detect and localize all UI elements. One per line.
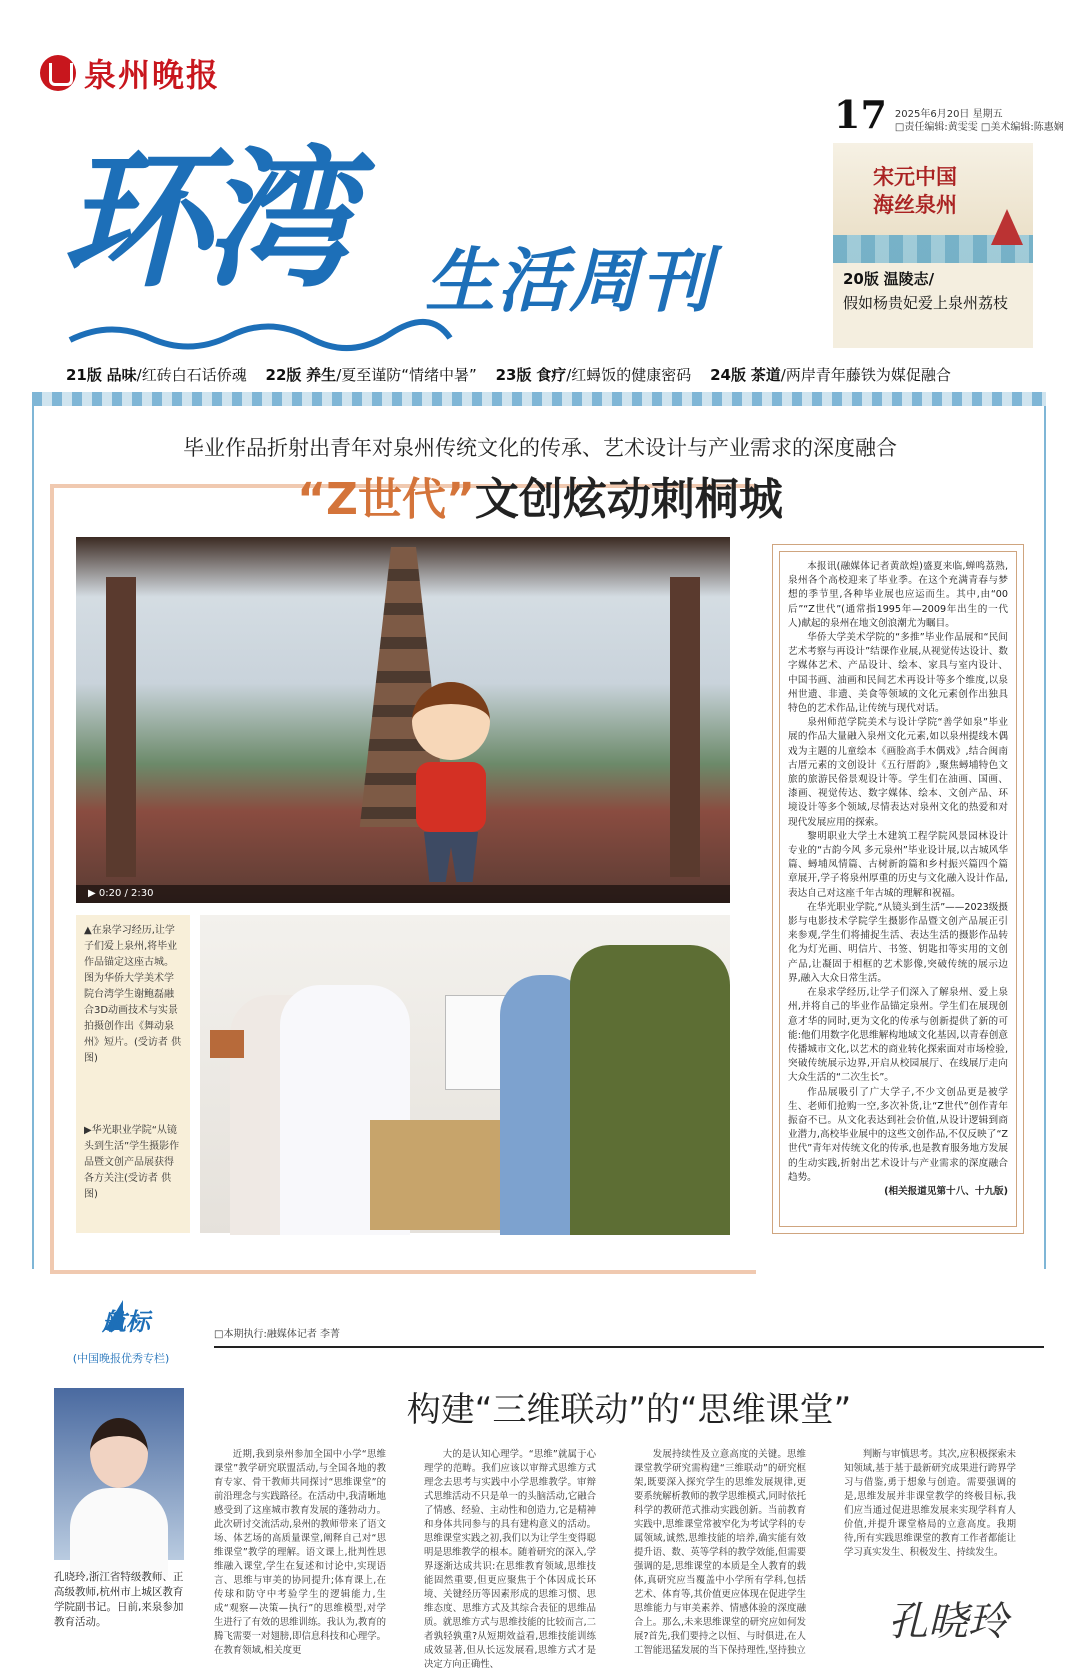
article-paragraph: 作品展吸引了广大学子,不少文创品更是被学生、老师们抢购一空,多次补货,让“Z世代”创作青年振奋不已。从文化表达到社会价值,从设计逻辑到商业潜力,高校毕业展中的这些文创作品,不仅反映了“Z世代”青年对传统文化的传承,也是教育服务地方发展的生动实践,折射出艺术设计与产业需求的深度融合趋势。 [788, 1086, 1008, 1183]
page-link[interactable]: 22版 养生/夏至谨防“情绪中暑” [265, 366, 477, 384]
photo-captions [76, 915, 190, 1233]
column-text [844, 1448, 1016, 1588]
lead-article [772, 544, 1024, 1234]
column-logo [46, 1300, 196, 1366]
newspaper-logo-icon [40, 55, 76, 91]
column-logo-sub: (中国晚报优秀专栏) [72, 1352, 170, 1365]
column-paragraph: 大的是认知心理学。“思维”就属于心理学的范畴。我们应该以审辩式思维方式理念去思考与实践中小学思维教学。审辩式思维活动不只是单一的头脑活动,它融合了情感、经验、主动性和创造力,它是精神和身体共同参与的具有建构意义的活动。思维课堂实践之初,我们以为让学生变得聪明是思维教学的根本。随着研究的深入,学界逐渐达成共识:在思维教育领域,思维技能固然重要,但更应聚焦于个体因成长环境、关键经历等因素形成的思维习惯、思维态度、思维方式及其综合表征的思维品质。就思维方式与思维技能的比较而言,二者孰轻孰重?从短期效益看,思维技能训练成效显著,但从长远发展看,思维方式才是决定方向正确性、 [424, 1449, 596, 1670]
pillar-right [670, 577, 700, 877]
article-paragraph: 本报讯(融媒体记者黄歆煌)盛夏来临,蝉鸣荔熟,泉州各个高校迎来了毕业季。在这个充满青春与梦想的季节里,各种毕业展也应运而生。其中,由“00后”“Z世代”(通常指1995年—2009年出生的一代人)献起的泉州在地文创浪潮尤为瞩目。 [788, 561, 1008, 629]
caption-2: ▶华光职业学院“从镜头到生活”学生摄影作品暨文创产品展获得各方关注(受访者 供图) [84, 1125, 180, 1200]
section-title-big: 环湾 [60, 132, 345, 308]
column-credit: □本期执行:融媒体记者 李菁 [214, 1329, 340, 1340]
column-text [424, 1448, 596, 1670]
caption-1: ▲在泉学习经历,让学子们爱上泉州,将毕业作品锚定这座古城。图为华侨大学美术学院台湾学生谢鲍磊融合3D动画技术与实景拍摄创作出《舞动泉州》短片。(受访者 供图) [84, 925, 182, 1064]
person-shape [570, 945, 730, 1235]
promo-text: 假如杨贵妃爱上泉州荔枝 [843, 294, 1009, 312]
article-paragraph: 黎明职业大学土木建筑工程学院风景园林设计专业的“古韵今风 多元泉州”毕业设计展,以古城风华篇、蟳埔凤情篇、古树新韵篇和乡村振兴篇四个篇章展开,学子将泉州厚重的历史与文化融入设计作品,表达自己对这座千年古城的理解和祝福。 [788, 830, 1008, 899]
cartoon-character [406, 682, 496, 882]
promo-illustration [833, 143, 1033, 263]
page-editors: □责任编辑:黄雯雯 □美术编辑:陈惠娴 [894, 122, 1064, 133]
column-text [214, 1448, 386, 1656]
promo-box[interactable] [833, 143, 1033, 348]
article-paragraph: 在华光职业学院,“从镜头到生活”——2023级摄影与电影技术学院学生摄影作品暨文创产品展正引来参观,学生们将捕捉生活、表达生活的摄影作品转化为灯光画、明信片、书签、钥匙扣等实用的文创产品,让凝固于相框的艺术影像,突破传统的展示边界,融入大众日常生活。 [788, 901, 1008, 984]
pillar-left [106, 577, 136, 877]
column-paragraph: 判断与审慎思考。其次,应积极探索未知领域,基于基于最新研究成果进行跨界学习与借鉴,勇于想象与创造。需要强调的是,思维发展并非课堂教学的终极目标,我们应当通过促进思维发展来实现学科育人价值,并提升课堂格局的立意高度。我期待,所有实践思维课堂的教育工作者都能让学习真实发生、积极发生、持续发生。 [844, 1449, 1016, 1558]
author-signature: 孔晓玲 [888, 1599, 1008, 1645]
artwork-shape [210, 1030, 244, 1058]
page-links [66, 364, 1026, 385]
article-paragraph: 在泉求学经历,让学子们深入了解泉州、爱上泉州,并将自己的毕业作品锚定泉州。学生们在展现创意才华的同时,更为文化的传承与创新提供了新的可能:他们用数字化思维解构地域文化基因,以青春创意传播城市文化,以艺术的商业转化探索面对市场检验,突破传统展示边界,开启从校园展厅、在线展厅走向大众生活的“二次生长”。 [788, 987, 1008, 1084]
wave-decoration-icon [70, 320, 450, 350]
lead-kicker: 毕业作品折射出青年对泉州传统文化的传承、艺术设计与产业需求的深度融合 [183, 436, 897, 460]
lead-headline [0, 463, 1080, 527]
promo-art-line2: 海丝泉州 [873, 192, 957, 217]
page-link[interactable]: 24版 茶道/两岸青年藤铁为媒促融合 [710, 366, 951, 384]
column-logo-name: 航标 [102, 1308, 150, 1336]
promo-page: 20版 [843, 270, 879, 288]
page-link[interactable]: 21版 品味/红砖白石话侨魂 [66, 366, 247, 384]
page-weekday: 星期五 [972, 109, 1003, 120]
exhibition-photo[interactable] [200, 915, 730, 1233]
column-text [634, 1448, 806, 1656]
page-meta [895, 108, 1064, 134]
headline-rest: 文创炫动刺桐城 [474, 474, 783, 525]
promo-art-line1: 宋元中国 [873, 164, 957, 189]
article-reference: (相关报道见第十八、十九版) [884, 1185, 1008, 1197]
author-portrait [54, 1388, 184, 1560]
newspaper-logo [40, 50, 220, 96]
page-info [834, 92, 1064, 137]
sailboat-icon [991, 209, 1023, 245]
column-rule [214, 1346, 1044, 1348]
promo-author: 温陵志/ [883, 270, 935, 288]
table-shape [370, 1120, 520, 1230]
column-paragraph: 发展持续性及立意高度的关键。思维课堂教学研究需构建“三维联动”的研究框架,既要深入探究学生的思维发展规律,更要系统解析教师的教学思维模式,同时依托科学的教研范式推动实践创新。当前教育实践中,思维课堂常被窄化为考试学科的专属领域,诚然,思维技能的培养,确实能有效提升语、数、英等学科的教学效能,但需要强调的是,思维课堂的本质是全人教育的载体,真研究应当覆盖中小学所有学科,包括艺术、体育等,其价值更应体现在促进学生思维能力与审美素养、情感体验的深度融合上。那么,未来思维课堂的研究应如何发展?首先,我们要持之以恒、与时俱进,在人工智能迅猛发展的当下保持理性,坚持独立 [634, 1449, 806, 1656]
newspaper-name: 泉州晚报 [84, 56, 221, 94]
headline-quote: “Z世代” [297, 474, 475, 525]
author-bio: 孔晓玲,浙江省特级教师、正高级教师,杭州市上城区教育学院副书记。日前,来泉参加教育活动。 [54, 1571, 184, 1628]
page-link[interactable]: 23版 食疗/红蟳饭的健康密码 [495, 366, 692, 384]
column-paragraph: 近期,我到泉州参加全国中小学“思维课堂”教学研究联盟活动,与全国各地的教育专家、骨干教师共同探讨“思维课堂”的前沿理念与实践路径。在活动中,我清晰地感受到了这座城市教育发展的蓬勃动力。此次研讨交流活动,泉州的教师带来了语文场、体艺场的高质量课堂,阐释自己对“思维课堂”教学的理解。语文课上,批判性思维融入课堂,学生在复述和讨论中,实现语言、思维与审美的协同提升;体育课上,在传球和防守中考验学生的逻辑能力,生成“观察—决策—执行”的思维模型,对学生进行了有效的思维训练。我认为,教育的腾飞需要一对翅膀,即信息科技和心理学。在教育领域,相关度更 [214, 1449, 386, 1656]
article-paragraph: 泉州师范学院美术与设计学院“善学如泉”毕业展的作品大量融入泉州文化元素,如以泉州提线木偶戏为主题的儿童绘本《画脸高手木偶戏》,结合闽南古厝元素的文创设计《五行厝韵》,聚焦蟳埔特色文旅的旅游民俗景观设计等。学生们在油画、国画、漆画、视觉传达、数字媒体、绘本、文创产品、环境设计等多个领域,尽情表达对泉州文化的热爱和对现代发展应用的探索。 [788, 717, 1008, 828]
column-title: 构建“三维联动”的“思维课堂” [406, 1390, 852, 1430]
page-number: 17 [834, 92, 887, 137]
decorative-band [32, 392, 1046, 406]
video-control-bar[interactable]: ▶ 0:20 / 2:30 [76, 885, 730, 903]
section-title-sub: 生活周刊 [425, 240, 713, 322]
article-paragraph: 华侨大学美术学院的“多推”毕业作品展和“民间艺术考察与再设计”结课作业展,从视觉传达设计、数字媒体艺术、产品设计、绘本、家具与室内设计、中国书画、油画和民间艺术再设计等多个维度,以泉州世遗、非遗、美食等领域的文化元素创作出独具特色的艺术作品,让传统与现代对话。 [788, 632, 1008, 715]
lead-photo-video[interactable] [76, 537, 730, 903]
page-date: 2025年6月20日 [894, 109, 970, 120]
